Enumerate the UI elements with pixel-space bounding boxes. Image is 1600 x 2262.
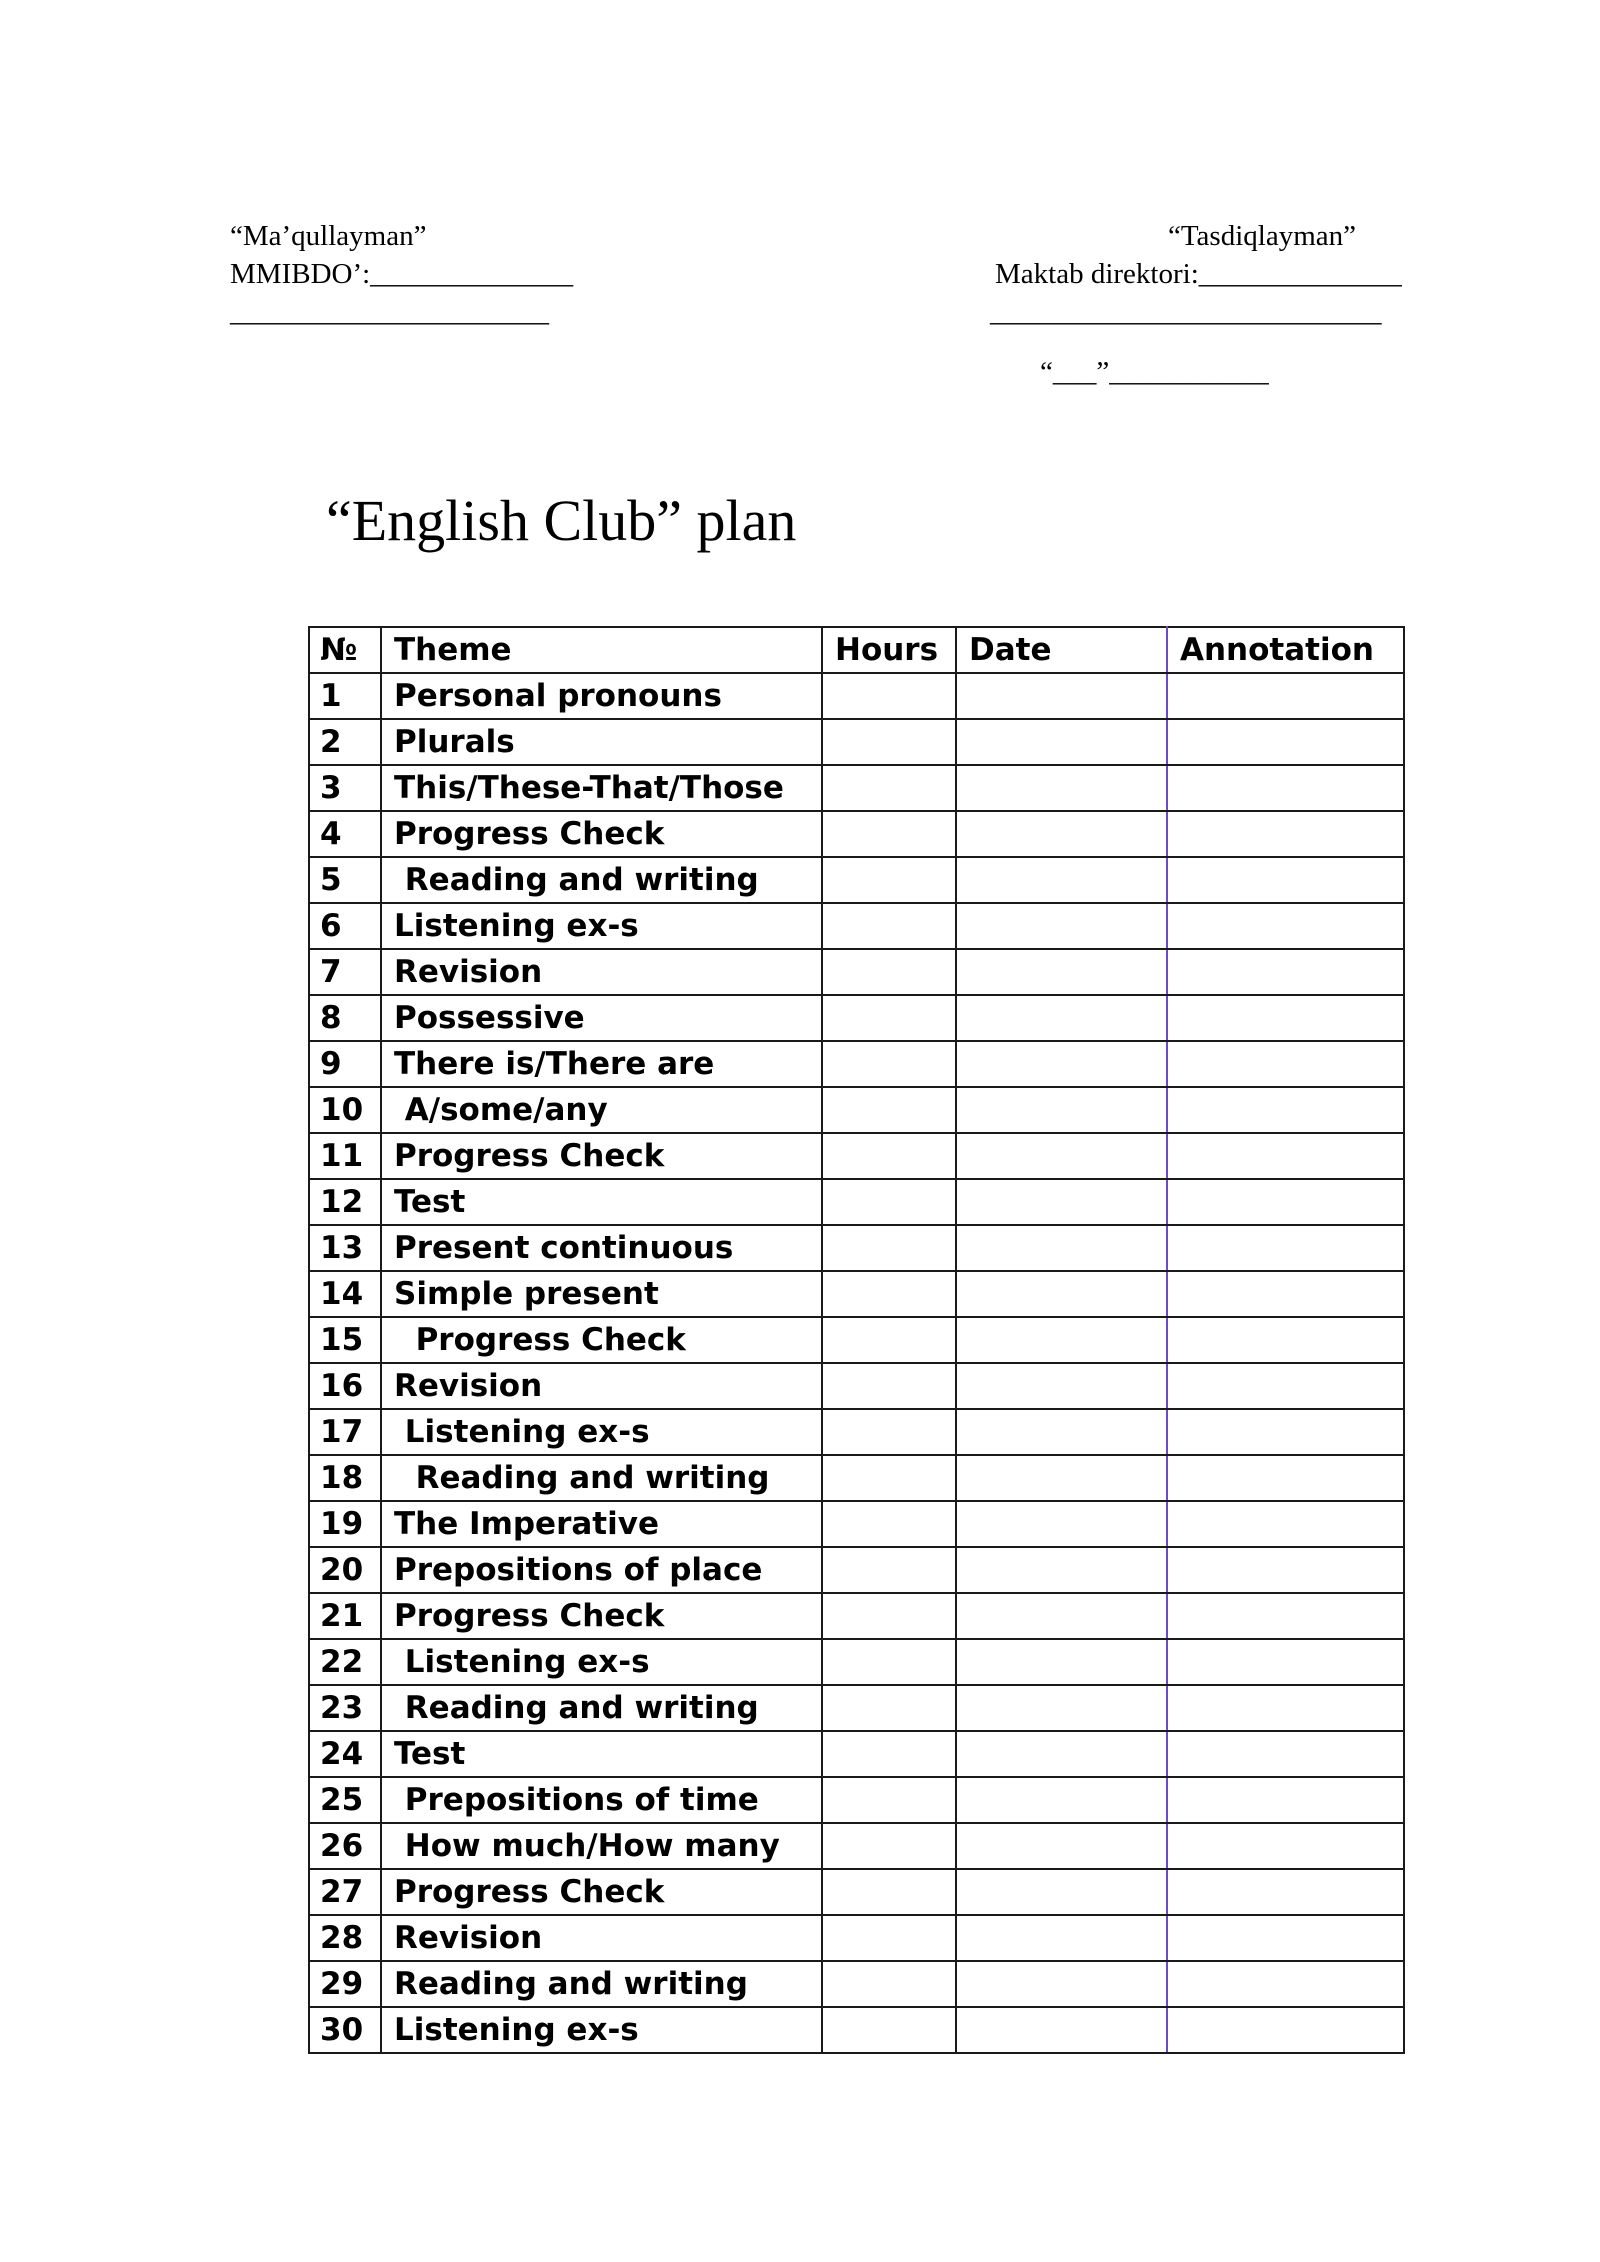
row-theme-cell: A/some/any xyxy=(381,1087,822,1133)
row-hours-cell xyxy=(822,1225,956,1271)
table-row xyxy=(309,673,1404,719)
table-row xyxy=(309,1915,1404,1961)
row-theme-cell: Listening ex-s xyxy=(381,1639,822,1685)
table-row xyxy=(309,1041,1404,1087)
row-number-cell: 10 xyxy=(309,1087,381,1133)
row-hours-cell xyxy=(822,1363,956,1409)
row-theme-cell: Listening ex-s xyxy=(381,1409,822,1455)
row-hours-cell xyxy=(822,1501,956,1547)
row-hours-cell xyxy=(822,1455,956,1501)
row-hours-cell xyxy=(822,811,956,857)
row-annotation-cell xyxy=(1167,2007,1404,2053)
row-date-cell xyxy=(956,1271,1167,1317)
row-date-cell xyxy=(956,2007,1167,2053)
row-annotation-cell xyxy=(1167,1317,1404,1363)
row-theme-cell: Progress Check xyxy=(381,1593,822,1639)
column-header-annotation: Annotation xyxy=(1167,627,1404,673)
table-row xyxy=(309,1501,1404,1547)
row-hours-cell xyxy=(822,765,956,811)
row-hours-cell xyxy=(822,1639,956,1685)
row-annotation-cell xyxy=(1167,1041,1404,1087)
row-date-cell xyxy=(956,1363,1167,1409)
row-date-cell xyxy=(956,1869,1167,1915)
column-header-hours: Hours xyxy=(822,627,956,673)
row-date-cell xyxy=(956,995,1167,1041)
row-annotation-cell xyxy=(1167,1133,1404,1179)
table-row xyxy=(309,1593,1404,1639)
row-date-cell xyxy=(956,1501,1167,1547)
row-date-cell xyxy=(956,1317,1167,1363)
row-theme-cell: Revision xyxy=(381,1363,822,1409)
row-annotation-cell xyxy=(1167,1915,1404,1961)
row-annotation-cell xyxy=(1167,1961,1404,2007)
row-hours-cell xyxy=(822,1409,956,1455)
row-annotation-cell xyxy=(1167,673,1404,719)
row-number-cell: 18 xyxy=(309,1455,381,1501)
row-number-cell: 11 xyxy=(309,1133,381,1179)
column-header-number: № xyxy=(309,627,381,673)
row-date-cell xyxy=(956,1685,1167,1731)
row-theme-cell: Progress Check xyxy=(381,1133,822,1179)
row-number-cell: 2 xyxy=(309,719,381,765)
row-hours-cell xyxy=(822,2007,956,2053)
row-annotation-cell xyxy=(1167,1593,1404,1639)
row-annotation-cell xyxy=(1167,1087,1404,1133)
row-theme-cell: This/These-That/Those xyxy=(381,765,822,811)
row-theme-cell: Revision xyxy=(381,949,822,995)
row-date-cell xyxy=(956,1961,1167,2007)
table-row xyxy=(309,1225,1404,1271)
row-date-cell xyxy=(956,1225,1167,1271)
row-date-cell xyxy=(956,1133,1167,1179)
right-position-line: Maktab direktori:______________ xyxy=(995,258,1402,290)
row-date-cell xyxy=(956,673,1167,719)
row-hours-cell xyxy=(822,1915,956,1961)
row-hours-cell xyxy=(822,1133,956,1179)
row-theme-cell: Test xyxy=(381,1731,822,1777)
row-date-cell xyxy=(956,1823,1167,1869)
table-row xyxy=(309,719,1404,765)
right-signature-line: ___________________________ xyxy=(990,296,1382,328)
left-approval-heading: “Ma’qullayman” xyxy=(230,220,427,252)
row-number-cell: 14 xyxy=(309,1271,381,1317)
row-theme-cell: Reading and writing xyxy=(381,1455,822,1501)
row-number-cell: 17 xyxy=(309,1409,381,1455)
row-theme-cell: The Imperative xyxy=(381,1501,822,1547)
table-header-row xyxy=(309,627,1404,673)
row-date-cell xyxy=(956,1087,1167,1133)
row-annotation-cell xyxy=(1167,1639,1404,1685)
row-number-cell: 13 xyxy=(309,1225,381,1271)
row-theme-cell: Progress Check xyxy=(381,811,822,857)
column-header-date: Date xyxy=(956,627,1167,673)
table-row xyxy=(309,1685,1404,1731)
row-annotation-cell xyxy=(1167,1823,1404,1869)
row-date-cell xyxy=(956,1409,1167,1455)
row-theme-cell: Revision xyxy=(381,1915,822,1961)
row-date-cell xyxy=(956,1915,1167,1961)
row-number-cell: 30 xyxy=(309,2007,381,2053)
row-theme-cell: Listening ex-s xyxy=(381,903,822,949)
row-theme-cell: Listening ex-s xyxy=(381,2007,822,2053)
row-theme-cell: Prepositions of time xyxy=(381,1777,822,1823)
table-row xyxy=(309,1179,1404,1225)
table-row xyxy=(309,1961,1404,2007)
row-number-cell: 1 xyxy=(309,673,381,719)
row-number-cell: 8 xyxy=(309,995,381,1041)
row-hours-cell xyxy=(822,1593,956,1639)
date-line: “___”___________ xyxy=(1040,356,1269,388)
row-annotation-cell xyxy=(1167,811,1404,857)
table-row xyxy=(309,1777,1404,1823)
table-row xyxy=(309,2007,1404,2053)
row-hours-cell xyxy=(822,903,956,949)
row-hours-cell xyxy=(822,1317,956,1363)
row-date-cell xyxy=(956,1593,1167,1639)
row-theme-cell: Test xyxy=(381,1179,822,1225)
plan-table xyxy=(308,626,1405,2054)
row-number-cell: 5 xyxy=(309,857,381,903)
column-header-theme: Theme xyxy=(381,627,822,673)
table-row xyxy=(309,1271,1404,1317)
table-row xyxy=(309,1869,1404,1915)
row-date-cell xyxy=(956,903,1167,949)
table-row xyxy=(309,1133,1404,1179)
left-position-line: MMIBDO’:______________ xyxy=(230,258,574,290)
row-hours-cell xyxy=(822,1869,956,1915)
row-hours-cell xyxy=(822,673,956,719)
row-annotation-cell xyxy=(1167,1225,1404,1271)
row-theme-cell: Prepositions of place xyxy=(381,1547,822,1593)
row-number-cell: 21 xyxy=(309,1593,381,1639)
row-date-cell xyxy=(956,1041,1167,1087)
table-row xyxy=(309,811,1404,857)
row-annotation-cell xyxy=(1167,949,1404,995)
table-row xyxy=(309,949,1404,995)
row-hours-cell xyxy=(822,1961,956,2007)
row-annotation-cell xyxy=(1167,1547,1404,1593)
row-theme-cell: Progress Check xyxy=(381,1317,822,1363)
row-hours-cell xyxy=(822,857,956,903)
row-theme-cell: Plurals xyxy=(381,719,822,765)
row-number-cell: 23 xyxy=(309,1685,381,1731)
row-annotation-cell xyxy=(1167,1501,1404,1547)
table-row xyxy=(309,857,1404,903)
row-annotation-cell xyxy=(1167,903,1404,949)
row-number-cell: 25 xyxy=(309,1777,381,1823)
row-hours-cell xyxy=(822,995,956,1041)
left-signature-line: ______________________ xyxy=(230,296,549,328)
row-number-cell: 26 xyxy=(309,1823,381,1869)
row-hours-cell xyxy=(822,1777,956,1823)
row-annotation-cell xyxy=(1167,1271,1404,1317)
page-title: “English Club” plan xyxy=(326,488,797,553)
row-number-cell: 29 xyxy=(309,1961,381,2007)
right-approval-heading: “Tasdiqlayman” xyxy=(1168,220,1357,252)
row-number-cell: 19 xyxy=(309,1501,381,1547)
table-row xyxy=(309,1087,1404,1133)
row-date-cell xyxy=(956,1731,1167,1777)
row-number-cell: 3 xyxy=(309,765,381,811)
row-number-cell: 15 xyxy=(309,1317,381,1363)
row-number-cell: 28 xyxy=(309,1915,381,1961)
row-hours-cell xyxy=(822,1685,956,1731)
row-theme-cell: Simple present xyxy=(381,1271,822,1317)
row-annotation-cell xyxy=(1167,1363,1404,1409)
row-number-cell: 24 xyxy=(309,1731,381,1777)
row-date-cell xyxy=(956,949,1167,995)
table-row xyxy=(309,1547,1404,1593)
row-date-cell xyxy=(956,1639,1167,1685)
row-hours-cell xyxy=(822,719,956,765)
table-row xyxy=(309,1455,1404,1501)
row-annotation-cell xyxy=(1167,857,1404,903)
row-number-cell: 22 xyxy=(309,1639,381,1685)
table-row xyxy=(309,903,1404,949)
row-hours-cell xyxy=(822,1179,956,1225)
table-row xyxy=(309,1731,1404,1777)
row-theme-cell: Present continuous xyxy=(381,1225,822,1271)
row-date-cell xyxy=(956,857,1167,903)
row-theme-cell: How much/How many xyxy=(381,1823,822,1869)
row-theme-cell: There is/There are xyxy=(381,1041,822,1087)
row-date-cell xyxy=(956,765,1167,811)
row-number-cell: 7 xyxy=(309,949,381,995)
row-date-cell xyxy=(956,719,1167,765)
row-hours-cell xyxy=(822,1087,956,1133)
row-date-cell xyxy=(956,1547,1167,1593)
row-number-cell: 4 xyxy=(309,811,381,857)
row-annotation-cell xyxy=(1167,1455,1404,1501)
row-number-cell: 9 xyxy=(309,1041,381,1087)
row-annotation-cell xyxy=(1167,1869,1404,1915)
row-number-cell: 6 xyxy=(309,903,381,949)
table-row xyxy=(309,1639,1404,1685)
table-row xyxy=(309,1317,1404,1363)
row-hours-cell xyxy=(822,1731,956,1777)
row-date-cell xyxy=(956,1777,1167,1823)
row-annotation-cell xyxy=(1167,765,1404,811)
row-hours-cell xyxy=(822,949,956,995)
row-annotation-cell xyxy=(1167,719,1404,765)
row-annotation-cell xyxy=(1167,1777,1404,1823)
row-theme-cell: Personal pronouns xyxy=(381,673,822,719)
table-row xyxy=(309,1409,1404,1455)
row-number-cell: 20 xyxy=(309,1547,381,1593)
row-annotation-cell xyxy=(1167,995,1404,1041)
table-body xyxy=(309,673,1404,2053)
table-row xyxy=(309,1823,1404,1869)
row-annotation-cell xyxy=(1167,1409,1404,1455)
table-row xyxy=(309,765,1404,811)
row-theme-cell: Reading and writing xyxy=(381,1961,822,2007)
row-hours-cell xyxy=(822,1547,956,1593)
row-theme-cell: Reading and writing xyxy=(381,1685,822,1731)
row-date-cell xyxy=(956,1455,1167,1501)
table-row xyxy=(309,995,1404,1041)
row-number-cell: 27 xyxy=(309,1869,381,1915)
row-date-cell xyxy=(956,1179,1167,1225)
row-number-cell: 12 xyxy=(309,1179,381,1225)
row-number-cell: 16 xyxy=(309,1363,381,1409)
row-annotation-cell xyxy=(1167,1179,1404,1225)
row-annotation-cell xyxy=(1167,1731,1404,1777)
table-row xyxy=(309,1363,1404,1409)
row-hours-cell xyxy=(822,1041,956,1087)
row-theme-cell: Possessive xyxy=(381,995,822,1041)
row-hours-cell xyxy=(822,1271,956,1317)
row-date-cell xyxy=(956,811,1167,857)
row-hours-cell xyxy=(822,1823,956,1869)
row-annotation-cell xyxy=(1167,1685,1404,1731)
row-theme-cell: Reading and writing xyxy=(381,857,822,903)
row-theme-cell: Progress Check xyxy=(381,1869,822,1915)
